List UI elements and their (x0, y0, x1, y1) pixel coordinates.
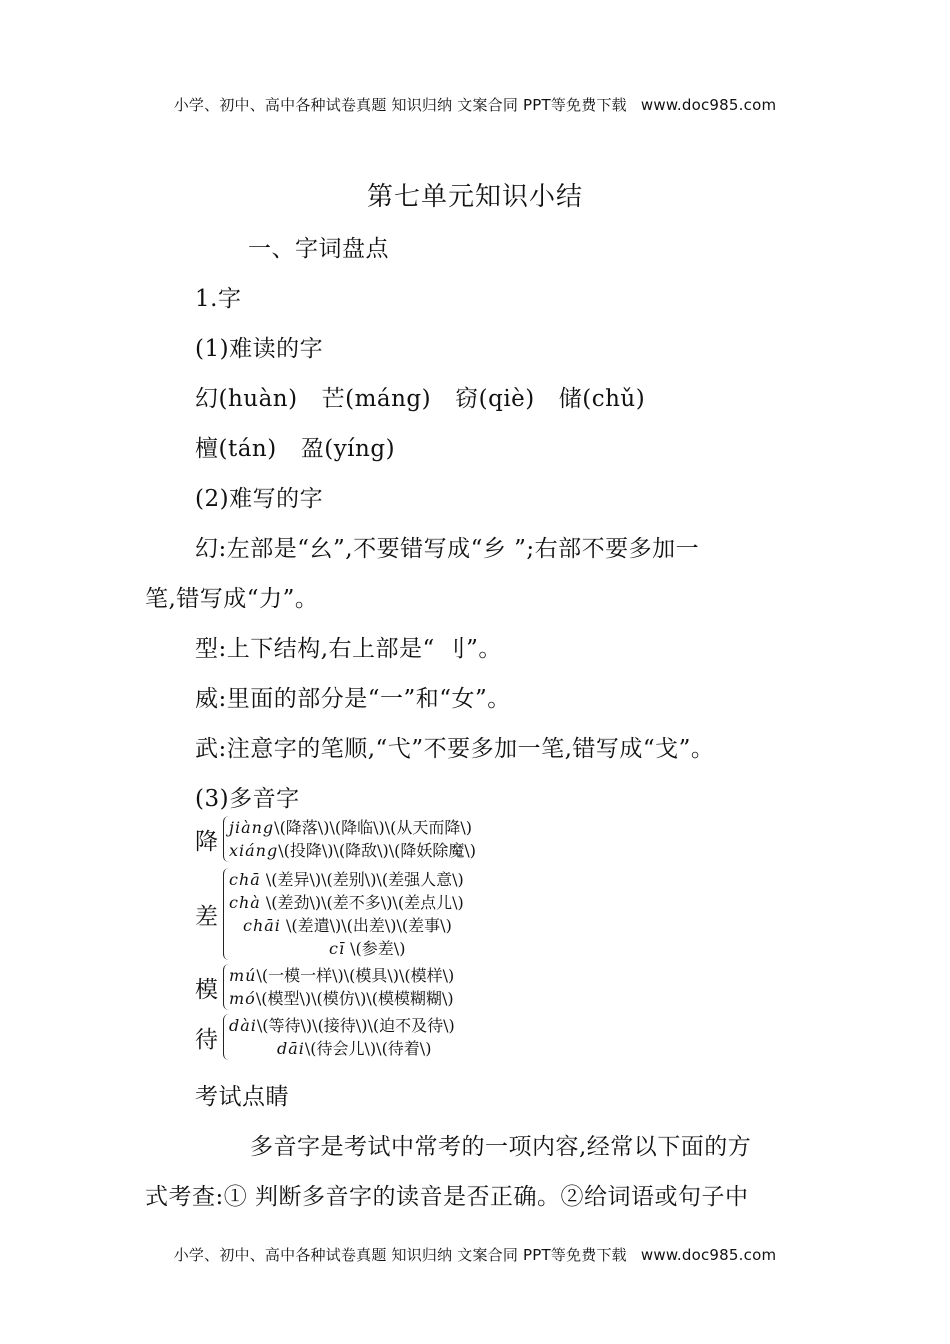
note-line: 武:注意字的笔顺,“弋”不要多加一笔,错写成“戈”。 (195, 736, 715, 762)
footer-url: www.doc985.com (640, 1246, 777, 1264)
pinyin: chā (229, 870, 261, 889)
pinyin: chà (229, 893, 261, 912)
pinyin: dāi (277, 1039, 305, 1058)
pinyin: mó (229, 989, 256, 1008)
pinyin-item: 檀(tán) (195, 436, 277, 462)
reading-row (229, 1037, 455, 1060)
polyphone-group (195, 816, 476, 862)
part2-heading: (2)难写的字 (195, 486, 324, 512)
section-heading: 一、字词盘点 (248, 236, 389, 262)
pinyin: cī (329, 939, 346, 958)
exam-line: 多音字是考试中常考的一项内容,经常以下面的方 (250, 1134, 752, 1160)
words: \(参差\) (345, 939, 406, 958)
words: \(模型\)\(模仿\)\(模模糊糊\) (255, 989, 454, 1008)
part3-heading: (3)多音字 (195, 786, 300, 812)
note-line: 幻:左部是“幺”,不要错写成“乡 ”;右部不要多加一 (195, 536, 700, 562)
reading-row (229, 816, 476, 839)
note-line: 笔,错写成“力”。 (145, 586, 319, 612)
note-line: 威:里面的部分是“一”和“女”。 (195, 686, 511, 712)
polyphone-char: 差 (195, 903, 218, 930)
words: \(差遣\)\(出差\)\(差事\) (280, 916, 452, 935)
reading-row (229, 868, 464, 891)
pinyin: xiáng (229, 841, 279, 860)
polyphone-group (195, 1014, 455, 1060)
pinyin-item: 幻(huàn) (195, 386, 298, 412)
page-header (0, 94, 950, 115)
pinyin-item: 盈(yíng) (300, 436, 396, 462)
reading-row (229, 964, 454, 987)
exam-heading: 考试点睛 (195, 1084, 289, 1110)
pinyin-item: 芒(máng) (321, 386, 432, 412)
header-url: www.doc985.com (640, 96, 777, 114)
brace (223, 1014, 455, 1060)
header-text: 小学、初中、高中各种试卷真题 知识归纳 文案合同 PPT等免费下载 (173, 96, 627, 114)
polyphone-char: 待 (195, 1026, 218, 1053)
pinyin-item: 窃(qiè) (455, 386, 535, 412)
sub-heading: 1.字 (195, 286, 242, 312)
pinyin: dài (229, 1016, 257, 1035)
reading-row (229, 987, 454, 1010)
pinyin-item: 储(chǔ) (558, 386, 646, 412)
brace (223, 868, 464, 960)
brace (223, 816, 476, 862)
hard-read-row-2 (195, 430, 419, 463)
polyphone-char: 降 (195, 828, 218, 855)
reading-row (229, 891, 464, 914)
reading-row (229, 914, 464, 937)
pinyin: mú (229, 966, 257, 985)
footer-text: 小学、初中、高中各种试卷真题 知识归纳 文案合同 PPT等免费下载 (173, 1246, 627, 1264)
exam-line: 式考查:① 判断多音字的读音是否正确。②给词语或句子中 (145, 1184, 749, 1210)
reading-row (229, 937, 464, 960)
reading-row (229, 1014, 455, 1037)
page-title: 第七单元知识小结 (366, 182, 583, 212)
words: \(等待\)\(接待\)\(迫不及待\) (256, 1016, 455, 1035)
reading-row (229, 839, 476, 862)
brace (223, 964, 454, 1010)
pinyin: chāi (243, 916, 281, 935)
words: \(待会儿\)\(待着\) (304, 1039, 432, 1058)
part1-heading: (1)难读的字 (195, 336, 324, 362)
words: \(投降\)\(降敌\)\(降妖除魔\) (278, 841, 477, 860)
words: \(差异\)\(差别\)\(差强人意\) (260, 870, 464, 889)
polyphone-char: 模 (195, 976, 218, 1003)
words: \(一模一样\)\(模具\)\(模样\) (256, 966, 455, 985)
hard-read-row-1 (195, 380, 669, 413)
polyphone-group (195, 964, 454, 1010)
pinyin: jiàng (229, 818, 275, 837)
words: \(差劲\)\(差不多\)\(差点儿\) (260, 893, 464, 912)
words: \(降落\)\(降临\)\(从天而降\) (274, 818, 472, 837)
note-line: 型:上下结构,右上部是“ 刂”。 (195, 636, 502, 662)
page-footer (0, 1244, 950, 1265)
polyphone-group (195, 868, 464, 960)
